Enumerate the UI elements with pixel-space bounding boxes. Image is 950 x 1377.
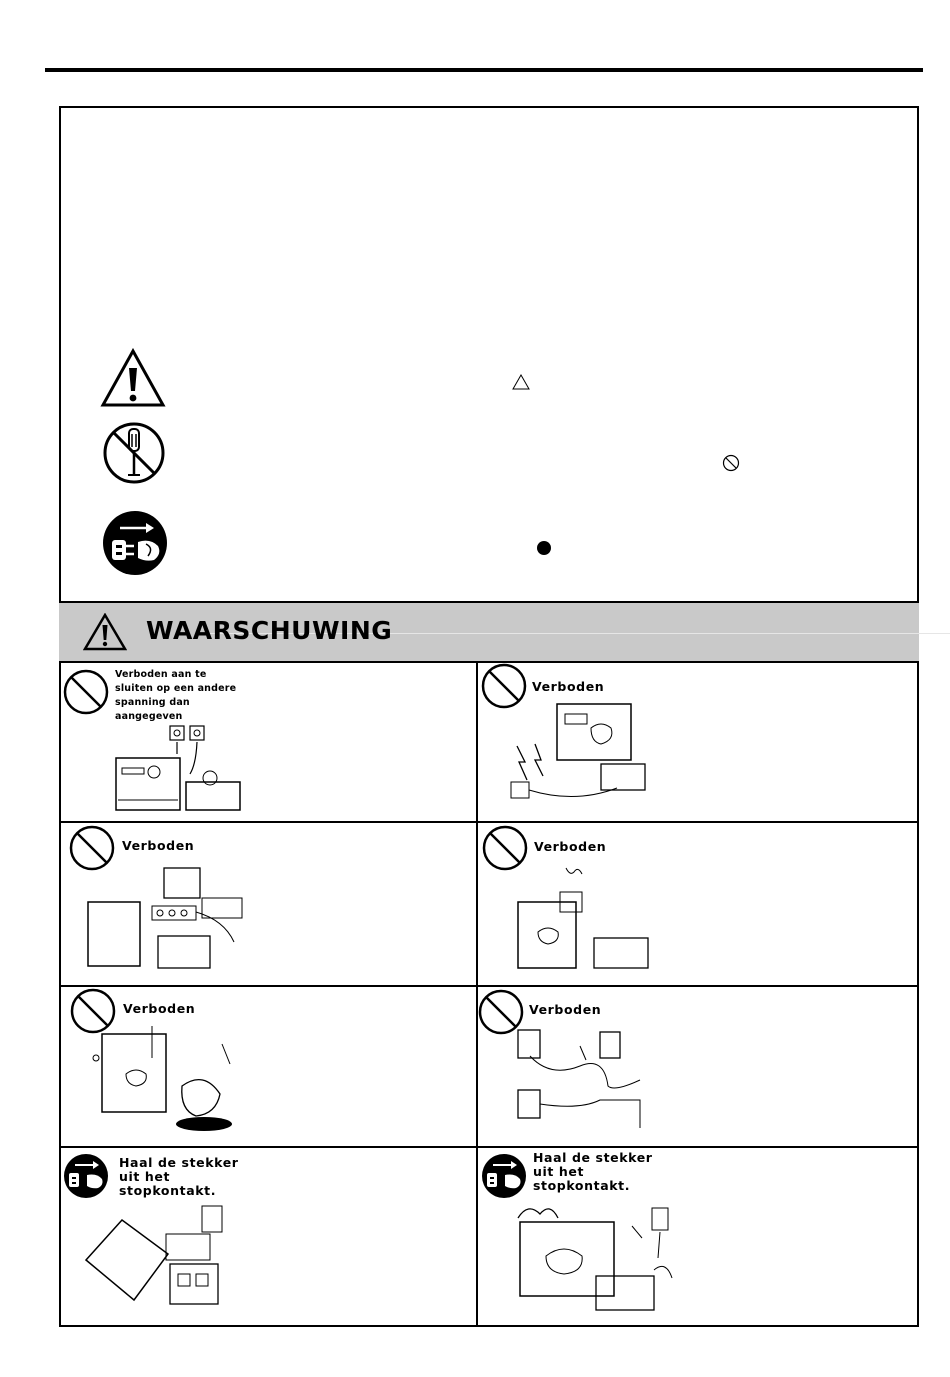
prohibited-disassembly-icon [102, 421, 166, 485]
grid-divider-row1 [59, 821, 919, 823]
printer-shock-illustration [505, 700, 651, 812]
cell-label: Haal de stekker uit het stopkontakt. [533, 1150, 653, 1193]
cell-label: Verboden [534, 839, 607, 854]
prohibited-icon [722, 454, 740, 472]
cell-label: Verboden [122, 838, 195, 853]
smoking-printer-illustration [512, 1198, 678, 1320]
overloaded-outlet-illustration [84, 862, 246, 974]
warning-title: WAARSCHUWING [146, 616, 393, 645]
printer-outlet-illustration [112, 724, 244, 816]
unplug-icon [102, 510, 168, 576]
cell-label: Verboden aan te sluiten op een andere spanning dan aangegeven [115, 669, 237, 722]
cell-label: Verboden [123, 1001, 196, 1016]
mandatory-action-icon [536, 540, 552, 556]
grid-divider-row3 [59, 1146, 919, 1148]
fallen-printer-illustration [82, 1200, 234, 1312]
warning-triangle-icon [83, 613, 127, 651]
top-rule [45, 68, 923, 72]
unplug-icon [63, 1153, 109, 1199]
damaged-cord-illustration [510, 1026, 652, 1132]
warning-triangle-icon [512, 374, 530, 390]
cell-label: Verboden [529, 1002, 602, 1017]
warning-triangle-icon [100, 348, 166, 408]
warning-banner [59, 601, 919, 663]
prohibited-icon [63, 669, 109, 715]
grid-divider-row2 [59, 985, 919, 987]
vase-on-printer-illustration [512, 862, 654, 974]
unplug-icon [481, 1153, 527, 1199]
metal-objects-illustration [86, 1024, 242, 1140]
cell-label: Verboden [532, 679, 605, 694]
cell-label: Haal de stekker uit het stopkontakt. [119, 1155, 239, 1198]
